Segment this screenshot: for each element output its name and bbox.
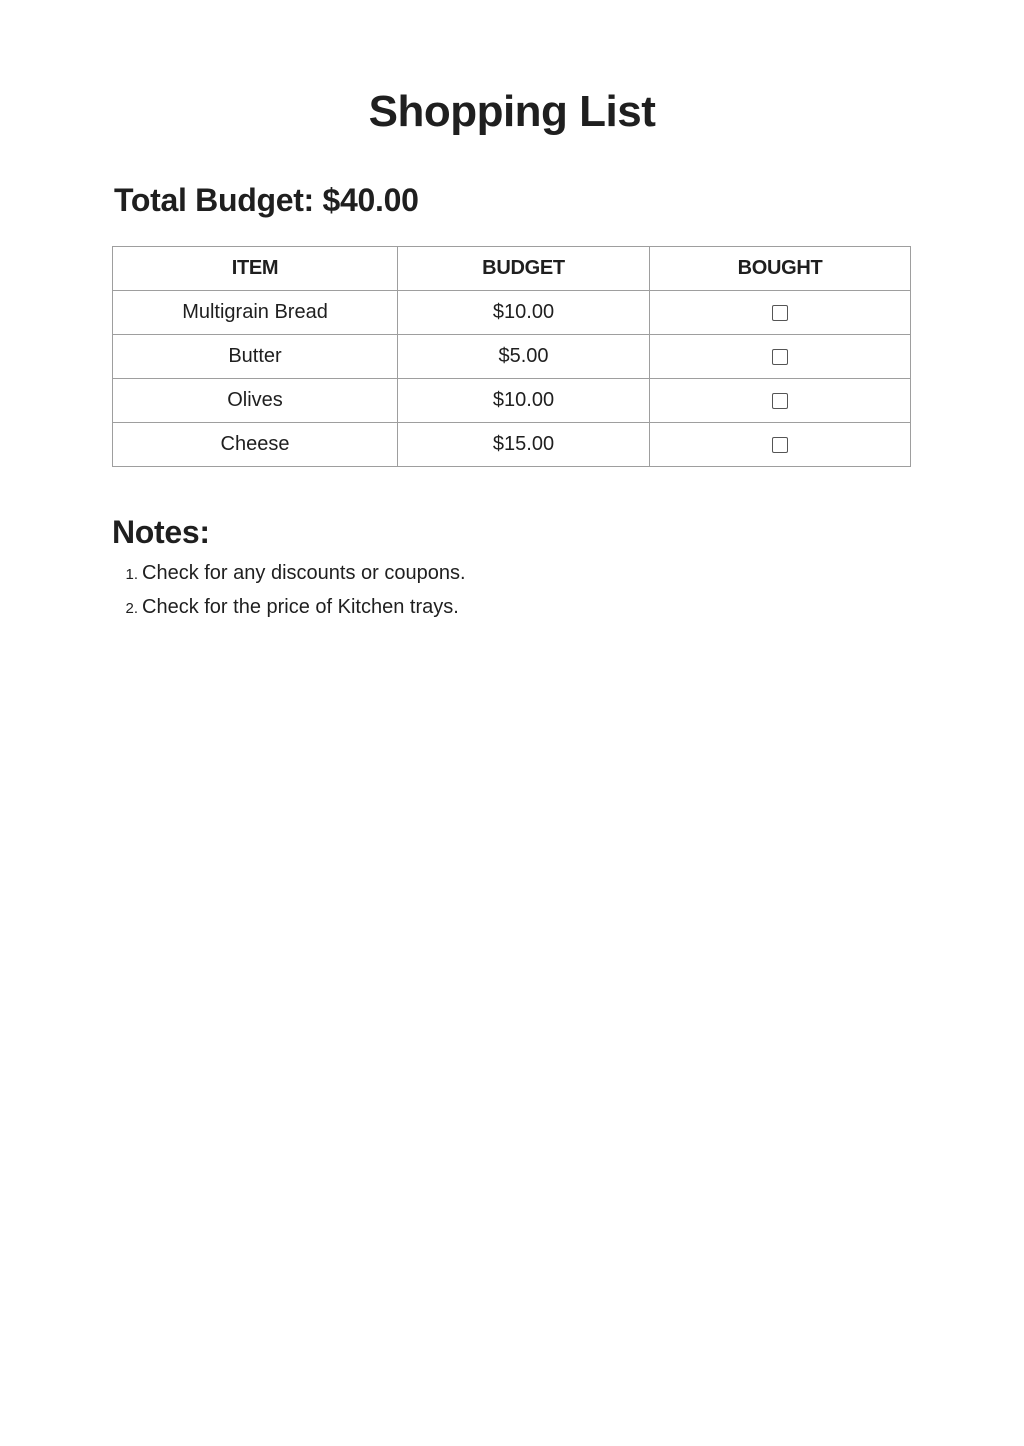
item-cell: Olives — [113, 379, 398, 423]
list-item — [112, 591, 466, 625]
bought-cell — [650, 291, 911, 335]
budget-cell: $5.00 — [398, 335, 650, 379]
table-header-row — [113, 247, 911, 291]
bought-cell — [650, 379, 911, 423]
note-number: 2. — [125, 600, 138, 617]
note-number: 1. — [125, 566, 138, 583]
header-item: ITEM — [113, 247, 398, 291]
shopping-table — [112, 246, 911, 467]
table-row — [113, 291, 911, 335]
bought-checkbox[interactable] — [772, 305, 788, 321]
total-budget-heading: Total Budget: $40.00 — [114, 182, 419, 218]
list-item — [112, 557, 466, 591]
page-title: Shopping List — [368, 87, 656, 136]
item-cell: Multigrain Bread — [113, 291, 398, 335]
header-bought: BOUGHT — [650, 247, 911, 291]
notes-heading: Notes: — [112, 514, 210, 550]
table-row — [113, 423, 911, 467]
budget-cell: $15.00 — [398, 423, 650, 467]
notes-list — [112, 557, 466, 625]
bought-checkbox[interactable] — [772, 393, 788, 409]
budget-cell: $10.00 — [398, 379, 650, 423]
note-text: Check for any discounts or coupons. — [142, 562, 466, 584]
note-text: Check for the price of Kitchen trays. — [142, 596, 459, 618]
header-budget: BUDGET — [398, 247, 650, 291]
bought-cell — [650, 423, 911, 467]
table-row — [113, 379, 911, 423]
bought-cell — [650, 335, 911, 379]
item-cell: Butter — [113, 335, 398, 379]
item-cell: Cheese — [113, 423, 398, 467]
bought-checkbox[interactable] — [772, 349, 788, 365]
table-row — [113, 335, 911, 379]
bought-checkbox[interactable] — [772, 437, 788, 453]
budget-cell: $10.00 — [398, 291, 650, 335]
